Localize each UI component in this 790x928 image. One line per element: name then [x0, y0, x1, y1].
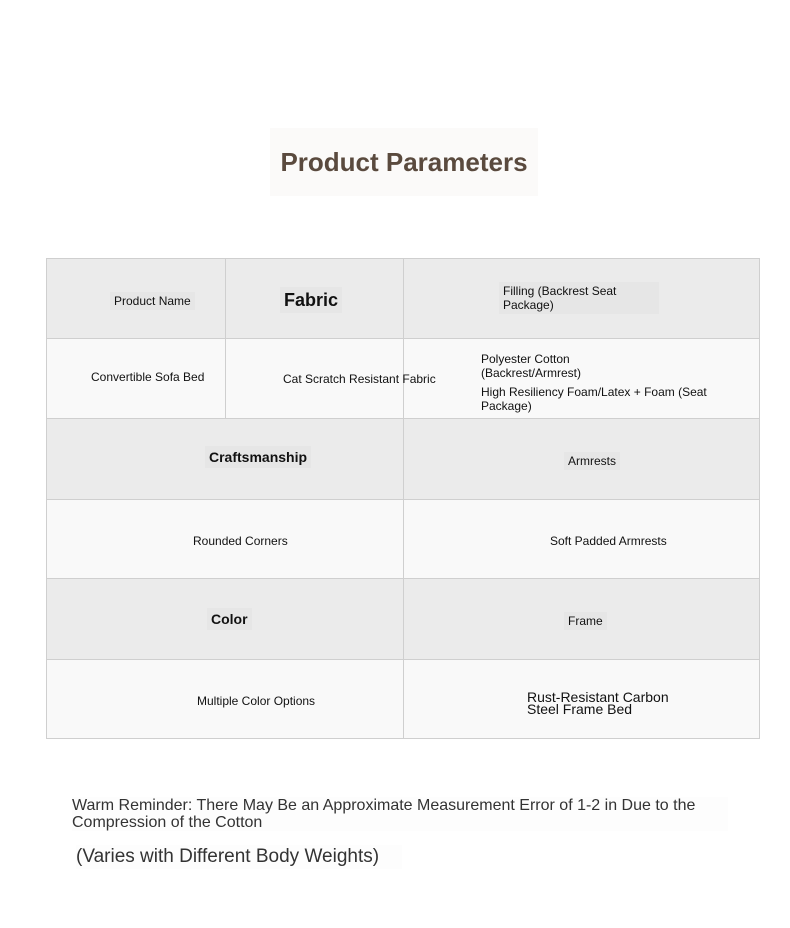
- column-divider: [403, 500, 404, 578]
- column-divider: [225, 339, 226, 418]
- table-row: [47, 419, 759, 500]
- table-row: [47, 259, 759, 339]
- column-divider: [403, 579, 404, 659]
- table-row: [47, 579, 759, 660]
- column-divider: [403, 660, 404, 738]
- cell-product-name-value: Convertible Sofa Bed: [91, 370, 205, 384]
- cell-color-label: Color: [207, 608, 252, 630]
- cell-fabric-value: Cat Scratch Resistant Fabric: [283, 372, 436, 386]
- column-divider: [403, 419, 404, 499]
- table-row: [47, 339, 759, 419]
- cell-frame-label: Frame: [564, 612, 607, 630]
- table-row: [47, 660, 759, 738]
- cell-armrests-value: Soft Padded Armrests: [550, 534, 667, 548]
- column-divider: [225, 259, 226, 338]
- page-title: Product Parameters: [270, 128, 538, 196]
- column-divider: [403, 259, 404, 338]
- cell-product-name-label: Product Name: [110, 292, 195, 310]
- cell-filling-value-seat: High Resiliency Foam/Latex + Foam (Seat Package): [481, 385, 707, 413]
- cell-filling-label: Filling (Backrest Seat Package): [499, 282, 659, 314]
- table-row: [47, 500, 759, 579]
- cell-armrests-label: Armrests: [564, 452, 620, 470]
- cell-color-value: Multiple Color Options: [197, 694, 316, 708]
- cell-craftsmanship-label: Craftsmanship: [205, 446, 311, 468]
- cell-frame-value: Rust-Resistant Carbon Steel Frame Bed: [527, 689, 669, 717]
- product-parameters-table: [46, 258, 760, 739]
- cell-craftsmanship-value: Rounded Corners: [193, 534, 288, 548]
- cell-filling-value-backrest: Polyester Cotton (Backrest/Armrest): [481, 352, 582, 380]
- warm-reminder-note: Warm Reminder: There May Be an Approximate Measurement Error of 1-2 in Due to the Compression of the Cotton: [72, 797, 728, 831]
- cell-fabric-label: Fabric: [280, 287, 342, 313]
- warm-reminder-subnote: (Varies with Different Body Weights): [76, 845, 402, 869]
